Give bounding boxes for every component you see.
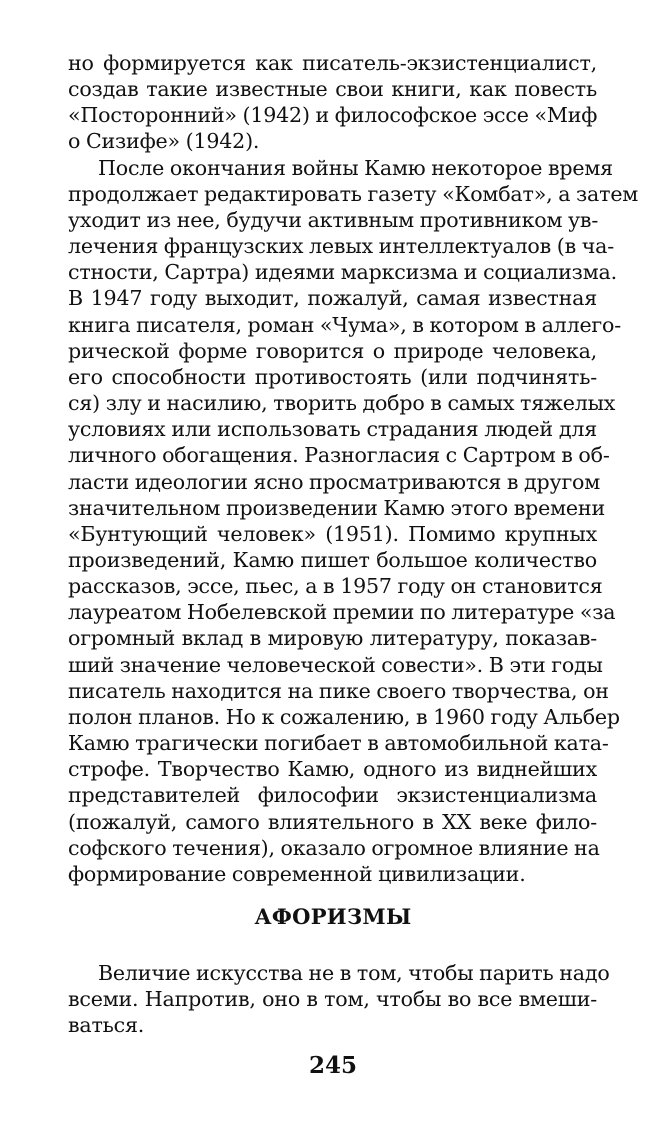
text-line: «Посторонний» (1942) и философское эссе «Миф: [68, 103, 598, 128]
aphorism-paragraph: [68, 960, 610, 1038]
text-line: огромный вклад в мировую литературу, показав-: [68, 626, 597, 651]
text-line: формирование современной цивилизации.: [68, 861, 526, 886]
text-line: произведений, Камю пишет большое количество: [68, 547, 597, 572]
text-line: всеми. Напротив, оно в том, чтобы во все вмеши-: [68, 987, 597, 1012]
text-line: его способности противостоять (или подчинять-: [68, 364, 597, 389]
text-line: создав такие известные свои книги, как повесть: [68, 77, 597, 102]
page-number: 245: [308, 1052, 357, 1079]
text-line: лечения французских левых интеллектуалов (в ча-: [68, 234, 614, 259]
text-line: В 1947 году выходит, пожалуй, самая известная: [68, 286, 597, 311]
section-heading: АФОРИЗМЫ: [254, 904, 412, 929]
text-line: Величие искусства не в том, чтобы парить надо: [98, 961, 610, 985]
text-line: стности, Сартра) идеями марксизма и социализма.: [68, 260, 617, 285]
text-line: ся) злу и насилию, творить добро в самых тяжелых: [68, 391, 616, 416]
text-line: писатель находится на пике своего творчества, он: [68, 678, 609, 703]
text-line: лауреатом Нобелевской премии по литературе «за: [68, 600, 616, 625]
text-line: ший значение человеческой совести». В эти годы: [68, 652, 603, 677]
text-line: личного обогащения. Разногласия с Сартром в об-: [68, 443, 610, 468]
text-line: рассказов, эссе, пьес, а в 1957 году он становится: [68, 574, 603, 599]
paragraph-1: [68, 50, 597, 155]
text-line: После окончания войны Камю некоторое время: [98, 155, 613, 180]
body-text: [68, 50, 639, 887]
text-line: значительном произведении Камю этого времени: [68, 495, 605, 520]
text-line: ваться.: [68, 1013, 145, 1038]
text-line: но формируется как писатель-экзистенциалист,: [68, 51, 597, 75]
text-line: строфе. Творчество Камю, одного из виднейших: [68, 757, 597, 782]
text-line: книга писателя, роман «Чума», в котором в аллего-: [68, 312, 621, 337]
text-line: софского течения), оказало огромное влияние на: [68, 835, 600, 860]
text-line: представителей философии экзистенциализма: [68, 783, 597, 808]
text-line: «Бунтующий человек» (1951). Помимо крупных: [68, 521, 597, 546]
text-line: продолжает редактировать газету «Комбат», а затем: [68, 181, 639, 206]
text-line: условиях или использовать страдания людей для: [68, 417, 597, 442]
text-line: уходит из нее, будучи активным противником ув-: [68, 207, 599, 232]
text-line: рической форме говорится о природе человека,: [68, 338, 597, 363]
text-line: полон планов. Но к сожалению, в 1960 году Альбер: [68, 704, 620, 729]
text-line: о Сизифе» (1942).: [68, 129, 260, 154]
paragraph-2: [68, 155, 639, 887]
text-line: Камю трагически погибает в автомобильной ката-: [68, 731, 609, 756]
text-line: (пожалуй, самого влиятельного в XX веке фило-: [68, 809, 597, 834]
text-line: ласти идеологии ясно просматриваются в другом: [68, 469, 601, 494]
